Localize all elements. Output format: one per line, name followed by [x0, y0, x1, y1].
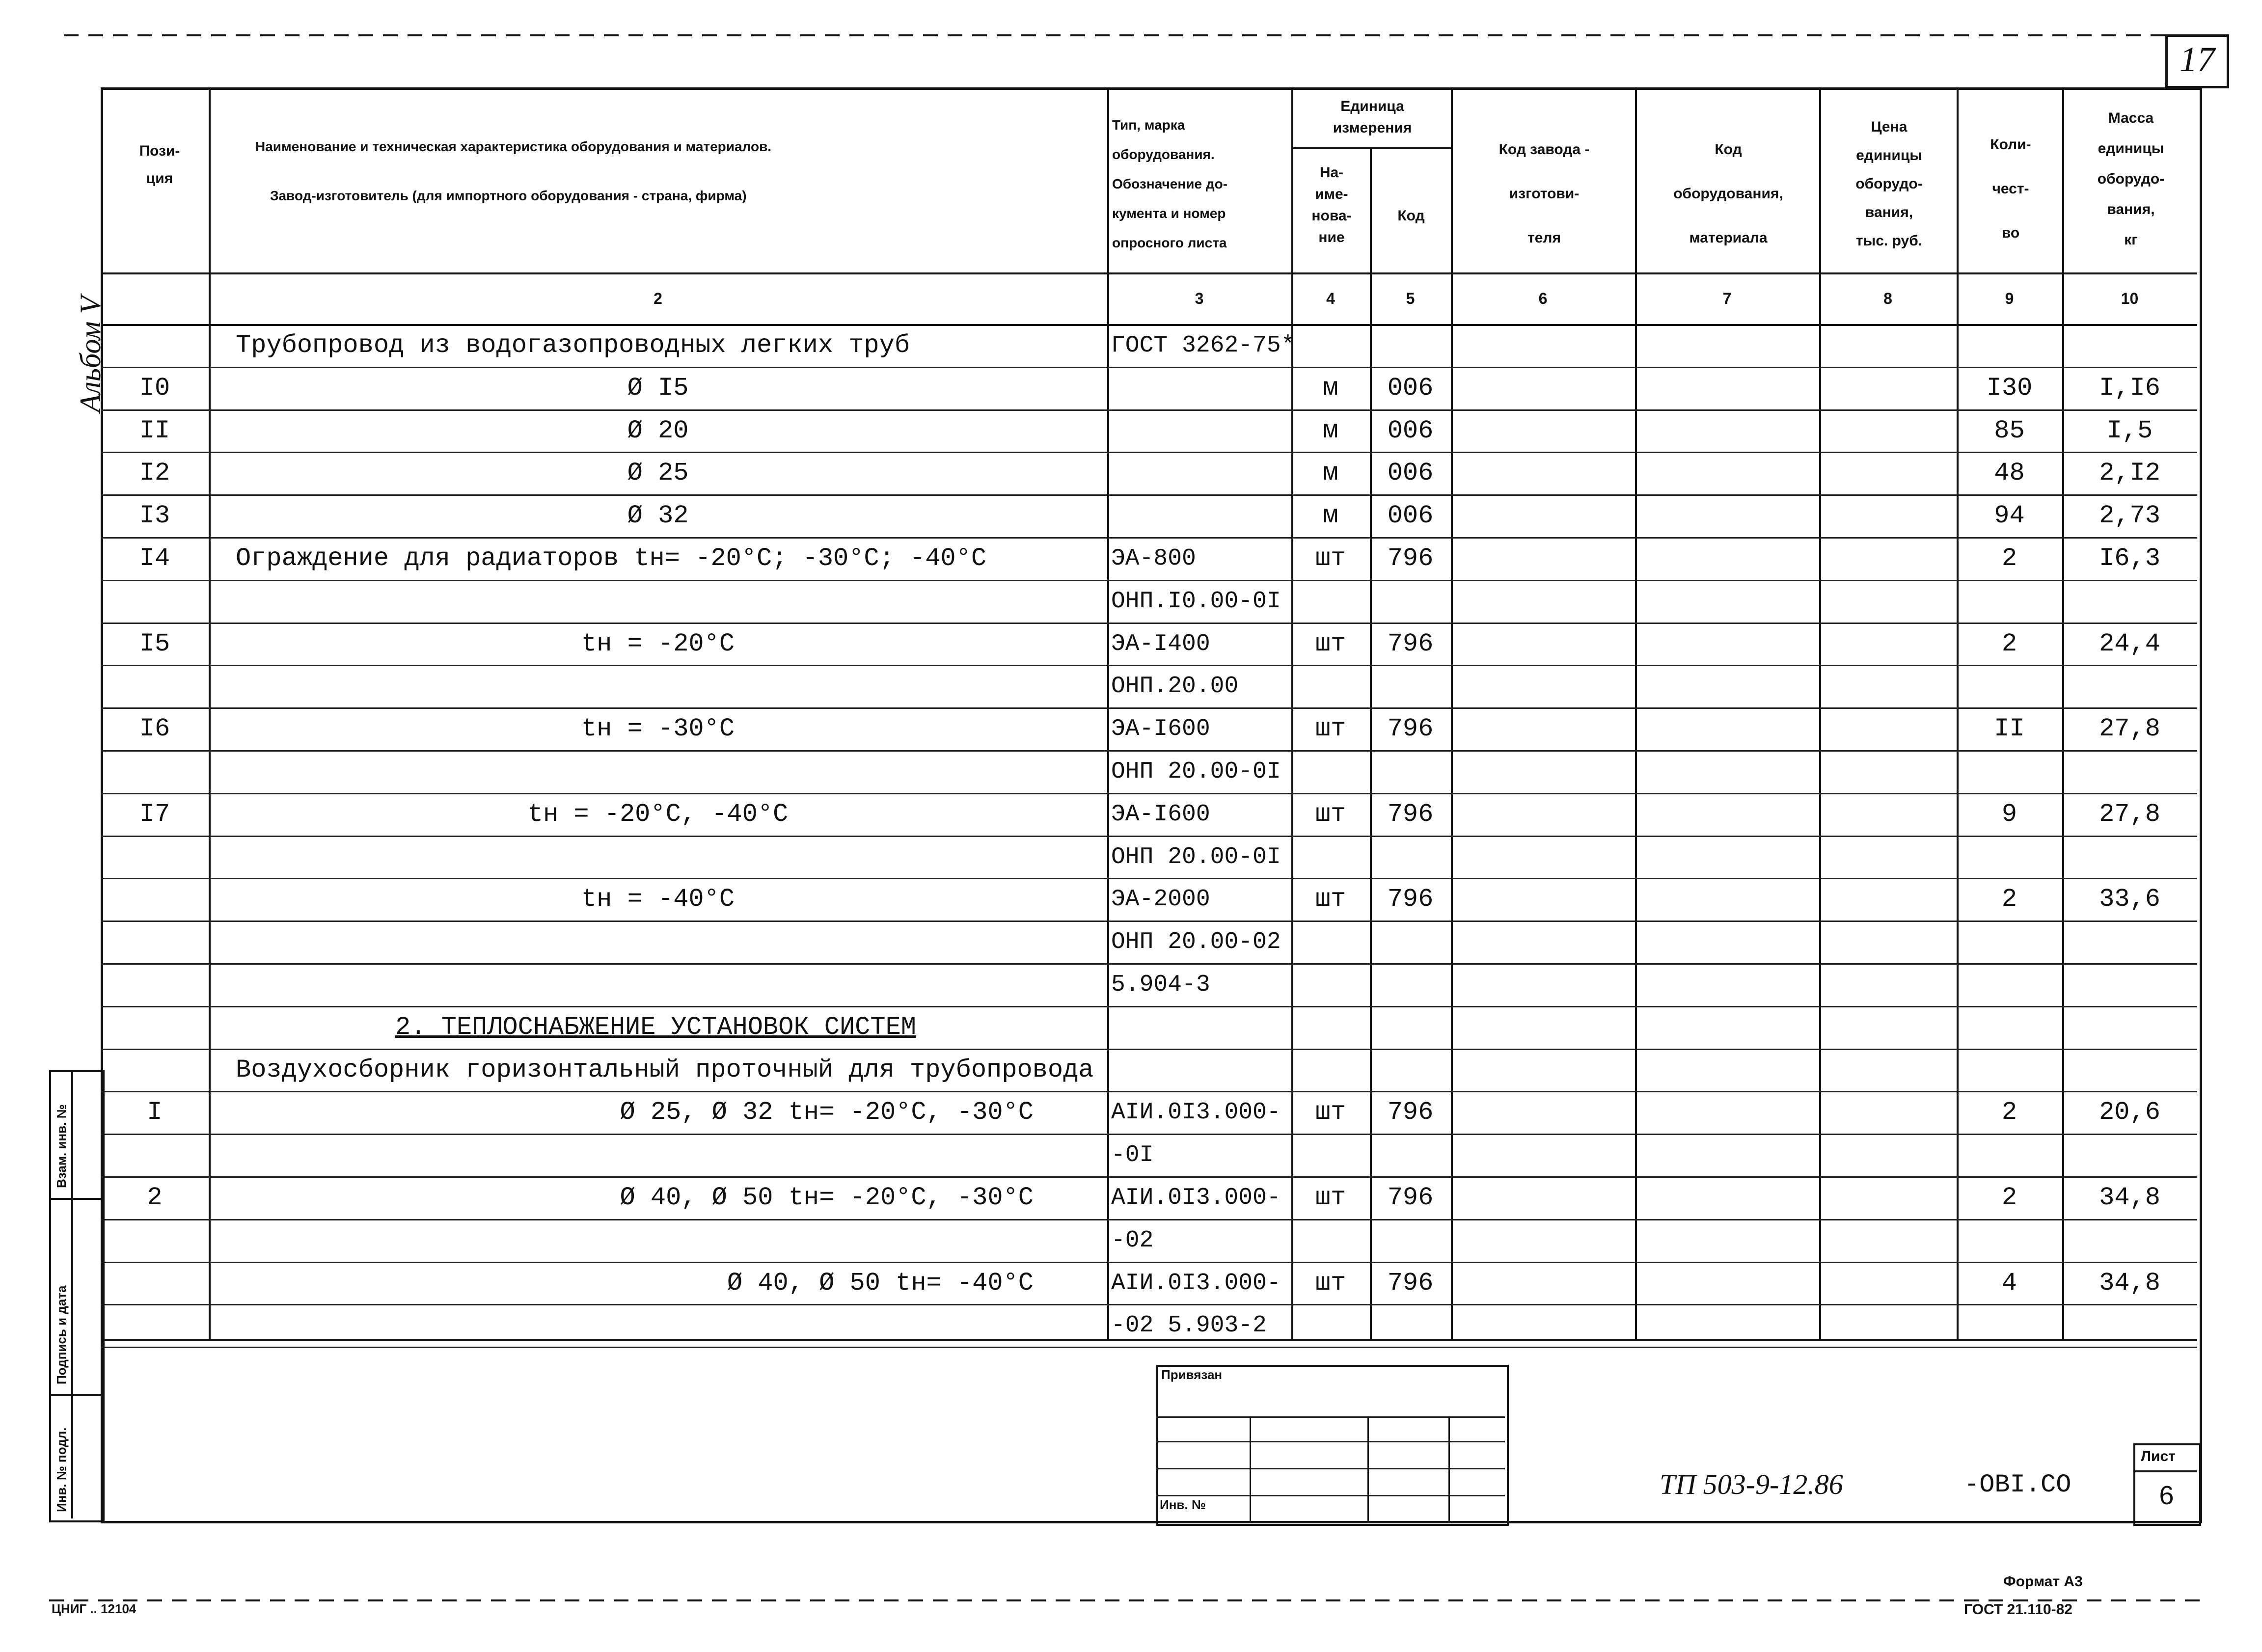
row-separator	[101, 1304, 2197, 1305]
cell-code: 796	[1387, 1183, 1434, 1212]
row-separator	[101, 750, 2197, 752]
cell-pos: I0	[139, 373, 170, 403]
header-name-line2: Завод-изготовитель (для импортного оборудования - страна, фирма)	[270, 188, 747, 203]
cell-code: 006	[1387, 501, 1434, 531]
cell-pos: I3	[139, 501, 170, 531]
row-separator	[101, 537, 2197, 539]
col-line-2	[1107, 87, 1109, 1339]
cell-mass: I6,3	[2099, 544, 2160, 573]
cell-doc: ОНП.I0.00-0I	[1111, 588, 1281, 615]
colnum-bottom-line	[101, 324, 2197, 326]
designation: ТП 503-9-12.86	[1660, 1468, 1843, 1500]
colnum-2: 2	[654, 290, 662, 307]
cell-doc: 5.904-3	[1111, 972, 1210, 998]
col-line-5	[1451, 87, 1453, 1339]
cell-unit: шт	[1315, 885, 1346, 914]
row-separator	[101, 1176, 2197, 1178]
left-margin-label-replace: Взам. инв. №	[54, 1104, 69, 1188]
cell-unit: м	[1323, 373, 1338, 403]
cell-doc: АIИ.0I3.000-	[1111, 1099, 1281, 1126]
colnum-4: 4	[1326, 290, 1335, 307]
cell-doc: ОНП 20.00-02	[1111, 929, 1281, 956]
format-label: Формат А3	[2003, 1573, 2083, 1590]
header-equipment-code: Код оборудования, материала	[1673, 141, 1783, 246]
attached-line-3	[1156, 1468, 1505, 1469]
cell-mass: 34,8	[2099, 1268, 2160, 1298]
cell-code: 796	[1387, 1098, 1434, 1127]
cell-doc: ЭА-I400	[1111, 630, 1210, 657]
cell-code: 796	[1387, 629, 1434, 658]
col-line-6	[1635, 87, 1637, 1339]
cell-name: 2. ТЕПЛОСНАБЖЕНИЕ УСТАНОВОК СИСТЕМ	[395, 1012, 916, 1042]
cell-qty: I30	[1986, 373, 2033, 403]
header-price: Цена единицы оборудо- вания, тыс. руб.	[1855, 119, 1923, 249]
row-separator	[101, 1134, 2197, 1135]
cell-name: tн = -20°C	[581, 629, 735, 658]
cell-code: 006	[1387, 416, 1434, 445]
margin-signature: Альбом V	[74, 296, 107, 412]
cell-mass: 33,6	[2099, 885, 2160, 914]
cell-code: 006	[1387, 459, 1434, 488]
header-unit-code: Код	[1397, 208, 1425, 224]
colnum-7: 7	[1722, 290, 1732, 307]
cell-code: 796	[1387, 714, 1434, 744]
row-separator	[101, 1347, 2197, 1348]
colnum-3: 3	[1195, 290, 1204, 307]
row-separator	[101, 1049, 2197, 1050]
row-separator	[101, 836, 2197, 837]
left-margin-line-1	[49, 1198, 101, 1200]
cell-mass: 27,8	[2099, 799, 2160, 829]
colnum-10: 10	[2121, 290, 2139, 307]
cell-code: 796	[1387, 544, 1434, 573]
row-separator	[101, 452, 2197, 453]
cell-qty: 2	[2001, 1183, 2017, 1212]
col-line-8	[1957, 87, 1959, 1339]
cell-doc: -02 5.903-2	[1111, 1312, 1267, 1339]
cell-mass: 20,6	[2099, 1098, 2160, 1127]
row-separator	[101, 878, 2197, 879]
cell-qty: 85	[1994, 416, 2025, 445]
cell-mass: 2,I2	[2099, 459, 2160, 488]
cell-qty: 2	[2001, 885, 2017, 914]
cell-doc: ГОСТ 3262-75*	[1111, 332, 1295, 359]
cell-unit: шт	[1315, 544, 1346, 573]
row-separator	[101, 1262, 2197, 1263]
cell-doc: -0I	[1111, 1142, 1154, 1169]
cell-mass: I,5	[2106, 416, 2153, 445]
header-factory-code: Код завода - изготови- теля	[1499, 141, 1590, 246]
header-mass: Масса единицы оборудо- вания, кг	[2097, 110, 2165, 248]
cell-code: 796	[1387, 799, 1434, 829]
cell-mass: 27,8	[2099, 714, 2160, 744]
cell-pos: I5	[139, 629, 170, 658]
row-separator	[101, 707, 2197, 709]
row-separator	[101, 1219, 2197, 1220]
attached-line-2	[1156, 1441, 1505, 1442]
left-margin-label-inv: Инв. № подл.	[54, 1427, 69, 1512]
cell-unit: м	[1323, 459, 1338, 488]
cell-mass: I,I6	[2099, 373, 2160, 403]
cell-name: Ø 25, Ø 32 tн= -20°C, -30°C	[620, 1098, 1034, 1127]
cell-unit: шт	[1315, 714, 1346, 744]
cell-name: tн = -20°C, -40°C	[527, 799, 789, 829]
cell-name: tн = -40°C	[581, 885, 735, 914]
cell-pos: I	[147, 1098, 163, 1127]
cell-mass: 24,4	[2099, 629, 2160, 658]
header-doc: Тип, марка оборудования. Обозначение до- кумента и номер опросного листа	[1112, 117, 1228, 250]
attached-vline-1	[1250, 1416, 1251, 1522]
attached-vline-3	[1448, 1416, 1450, 1522]
cell-name: Ø 20	[627, 416, 689, 445]
attached-label: Привязан	[1161, 1367, 1223, 1382]
cell-mass: 2,73	[2099, 501, 2160, 531]
cell-mass: 34,8	[2099, 1183, 2160, 1212]
corner-sheet-number: 17	[2180, 40, 2215, 79]
inv-label: Инв. №	[1160, 1497, 1206, 1512]
cell-unit: шт	[1315, 1183, 1346, 1212]
row-separator	[101, 1091, 2197, 1092]
header-qty: Коли- чест- во	[1990, 136, 2031, 241]
attached-stamp	[1156, 1365, 1509, 1526]
cell-doc: ОНП 20.00-0I	[1111, 758, 1281, 785]
footer-left-code: ЦНИГ .. 12104	[52, 1601, 136, 1616]
cell-doc: ОНП 20.00-0I	[1111, 843, 1281, 870]
cell-unit: м	[1323, 416, 1338, 445]
left-margin-divider	[71, 1070, 73, 1518]
cell-qty: 9	[2001, 799, 2017, 829]
attached-line-1	[1156, 1416, 1505, 1418]
colnum-8: 8	[1883, 290, 1892, 307]
cell-name: Воздухосборник горизонтальный проточный для трубопровода	[236, 1055, 1094, 1084]
row-separator	[101, 409, 2197, 411]
cell-name: Ø 40, Ø 50 tн= -40°C	[727, 1268, 1034, 1298]
header-bottom-line	[101, 272, 2197, 274]
designation-suffix: -ОВI.СО	[1964, 1470, 2071, 1499]
header-position: Пози- ция	[139, 143, 180, 187]
standard-label: ГОСТ 21.110-82	[1964, 1601, 2072, 1618]
cell-unit: шт	[1315, 1268, 1346, 1298]
cell-doc: ЭА-I600	[1111, 716, 1210, 743]
row-separator	[101, 793, 2197, 794]
cell-doc: АIИ.0I3.000-	[1111, 1270, 1281, 1297]
cell-doc: ЭА-800	[1111, 545, 1196, 572]
row-separator	[101, 665, 2197, 666]
row-separator	[101, 921, 2197, 922]
colnum-9: 9	[2005, 290, 2014, 307]
cell-qty: 2	[2001, 544, 2017, 573]
cell-qty: 48	[1994, 459, 2025, 488]
sheet-label: Лист	[2141, 1448, 2176, 1464]
col-line-3	[1291, 87, 1293, 1339]
cell-code: 006	[1387, 373, 1434, 403]
attached-vline-2	[1367, 1416, 1369, 1522]
cell-qty: II	[1994, 714, 2025, 744]
left-margin-line-2	[49, 1394, 101, 1396]
cell-qty: 4	[2001, 1268, 2017, 1298]
left-margin-label-sign: Подпись и дата	[54, 1285, 69, 1384]
cell-unit: м	[1323, 501, 1338, 531]
row-separator	[101, 580, 2197, 581]
header-unit-name: На- име- нова- ние	[1311, 164, 1352, 245]
header-name-line1: Наименование и техническая характеристика оборудования и материалов.	[255, 139, 772, 154]
cell-unit: шт	[1315, 799, 1346, 829]
cell-pos: I6	[139, 714, 170, 744]
colnum-6: 6	[1538, 290, 1548, 307]
colnum-5: 5	[1406, 290, 1415, 307]
cell-qty: 94	[1994, 501, 2025, 531]
cell-pos: I4	[139, 544, 170, 573]
cell-qty: 2	[2001, 1098, 2017, 1127]
cell-pos: I2	[139, 459, 170, 488]
cell-code: 796	[1387, 1268, 1434, 1298]
row-separator	[101, 623, 2197, 624]
top-dash-line	[64, 34, 2165, 36]
cell-code: 796	[1387, 885, 1434, 914]
cell-doc: ЭА-2000	[1111, 886, 1210, 913]
sheet-box-divider	[2133, 1470, 2197, 1472]
cell-name: Ø 32	[627, 501, 689, 531]
cell-name: Ø 40, Ø 50 tн= -20°C, -30°C	[620, 1183, 1034, 1212]
cell-pos: I7	[139, 799, 170, 829]
cell-qty: 2	[2001, 629, 2017, 658]
row-separator	[101, 494, 2197, 496]
cell-doc: ЭА-I600	[1111, 801, 1210, 828]
col-line-7	[1819, 87, 1821, 1339]
cell-doc: АIИ.0I3.000-	[1111, 1185, 1281, 1211]
sheet-number: 6	[2159, 1481, 2174, 1510]
row-separator	[101, 963, 2197, 965]
cell-pos: 2	[147, 1183, 163, 1212]
cell-doc: -02	[1111, 1227, 1154, 1254]
row-separator	[101, 1006, 2197, 1007]
cell-name: Ограждение для радиаторов tн= -20°C; -30°C; -40°C	[236, 544, 987, 573]
attached-line-4	[1156, 1495, 1505, 1496]
cell-name: tн = -30°C	[581, 714, 735, 744]
cell-name: Ø I5	[627, 373, 689, 403]
header-unit: Единица измерения	[1333, 98, 1412, 136]
cell-name: Трубопровод из водогазопроводных легких труб	[236, 331, 910, 360]
cell-unit: шт	[1315, 1098, 1346, 1127]
col-line-9	[2062, 87, 2064, 1339]
cell-unit: шт	[1315, 629, 1346, 658]
col-line-1	[209, 87, 211, 1339]
unit-header-divider	[1291, 147, 1451, 149]
cell-doc: ОНП.20.00	[1111, 673, 1239, 700]
cell-pos: II	[139, 416, 170, 445]
cell-name: Ø 25	[627, 459, 689, 488]
footer-dash-line	[49, 1599, 2209, 1601]
row-separator	[101, 367, 2197, 368]
